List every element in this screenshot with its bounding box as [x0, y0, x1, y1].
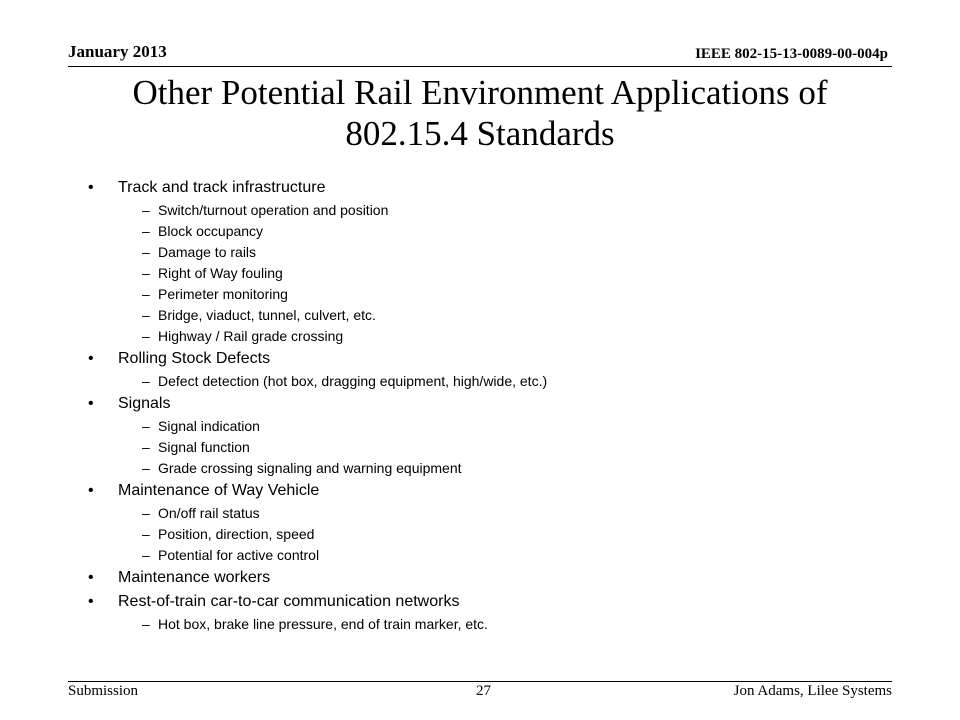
document-id: IEEE 802-15-13-0089-00-004p [695, 46, 888, 62]
sub-item [88, 373, 888, 389]
sub-item [88, 286, 888, 302]
sub-item-text: Perimeter monitoring [158, 286, 288, 302]
dash-marker: – [142, 418, 150, 434]
header-divider [68, 66, 892, 67]
dash-marker: – [142, 373, 150, 389]
footer-divider [68, 681, 892, 682]
bullet-marker: • [88, 179, 94, 196]
sub-item [88, 223, 888, 239]
footer-submission: Submission [68, 683, 139, 699]
sub-item [88, 616, 888, 632]
sub-item-text: Hot box, brake line pressure, end of train marker, etc. [158, 616, 488, 632]
bullet-marker: • [88, 593, 94, 610]
sub-item-text: Position, direction, speed [158, 526, 315, 542]
dash-marker: – [142, 526, 150, 542]
bullet-item [88, 178, 888, 197]
sub-item-text: On/off rail status [158, 505, 260, 521]
sub-item-text: Bridge, viaduct, tunnel, culvert, etc. [158, 307, 376, 323]
bullet-group [88, 592, 888, 632]
bullet-marker: • [88, 395, 94, 412]
sub-item-text: Defect detection (hot box, dragging equipment, high/wide, etc.) [158, 373, 548, 389]
bullet-text: Rolling Stock Defects [118, 350, 271, 367]
sub-item-text: Damage to rails [158, 244, 257, 260]
bullet-item [88, 349, 888, 368]
dash-marker: – [142, 505, 150, 521]
bullet-group [88, 394, 888, 476]
bullet-text: Maintenance workers [118, 569, 271, 586]
sub-item-text: Potential for active control [158, 547, 320, 563]
dash-marker: – [142, 439, 150, 455]
sub-item [88, 439, 888, 455]
dash-marker: – [142, 616, 150, 632]
bullet-item [88, 394, 888, 413]
slide-title: Other Potential Rail Environment Applications of 802.15.4 Standards [132, 73, 828, 153]
sub-item [88, 307, 888, 323]
bullet-group [88, 481, 888, 563]
sub-item [88, 505, 888, 521]
sub-item-text: Highway / Rail grade crossing [158, 328, 344, 344]
footer-author: Jon Adams, Lilee Systems [733, 683, 892, 699]
sub-item [88, 244, 888, 260]
bullet-item [88, 481, 888, 500]
sub-item-text: Block occupancy [158, 223, 264, 239]
dash-marker: – [142, 223, 150, 239]
sub-item [88, 328, 888, 344]
dash-marker: – [142, 244, 150, 260]
page-number: 27 [476, 683, 491, 699]
sub-item [88, 202, 888, 218]
bullet-text: Track and track infrastructure [118, 179, 326, 196]
sub-item [88, 418, 888, 434]
bullet-text: Signals [118, 395, 171, 412]
bullet-marker: • [88, 482, 94, 499]
dash-marker: – [142, 286, 150, 302]
bullet-text: Maintenance of Way Vehicle [118, 482, 320, 499]
dash-marker: – [142, 265, 150, 281]
sub-item-text: Signal function [158, 439, 250, 455]
dash-marker: – [142, 460, 150, 476]
sub-item-text: Right of Way fouling [158, 265, 283, 281]
bullet-item [88, 592, 888, 611]
sub-item-text: Signal indication [158, 418, 260, 434]
bullet-marker: • [88, 569, 94, 586]
dash-marker: – [142, 328, 150, 344]
header-date: January 2013 [68, 42, 167, 61]
bullet-group [88, 349, 888, 389]
bullet-item [88, 568, 888, 587]
bullet-text: Rest-of-train car-to-car communication networks [118, 593, 460, 610]
dash-marker: – [142, 202, 150, 218]
dash-marker: – [142, 307, 150, 323]
sub-item-text: Switch/turnout operation and position [158, 202, 389, 218]
bullet-list [88, 176, 888, 637]
sub-item [88, 265, 888, 281]
sub-item [88, 460, 888, 476]
bullet-group [88, 178, 888, 344]
bullet-group [88, 568, 888, 587]
sub-item [88, 547, 888, 563]
sub-item [88, 526, 888, 542]
sub-item-text: Grade crossing signaling and warning equipment [158, 460, 462, 476]
dash-marker: – [142, 547, 150, 563]
bullet-marker: • [88, 350, 94, 367]
